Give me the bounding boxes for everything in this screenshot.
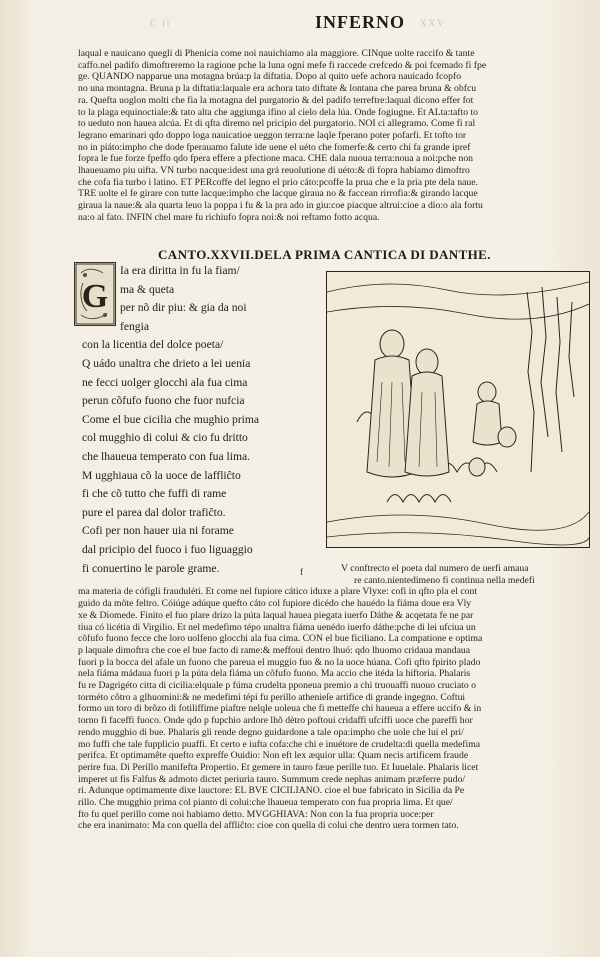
verse-line: Ia era diritta in fu la fiam/ [120,264,240,277]
commentary-line: giraua la naue:& ala quarta leuo la poppa i fu & la pra ado in giu:coe piacque altrui:cioe a dio:o ala fortu [78,200,483,212]
commentary-line: fuori p la bocca del afale un fuono che pareua el muggio fuo & no la uoce húana. Cofi qfto fpirito plado [78,656,481,668]
canto-verses [76,262,326,578]
commentary-line: legrano emarinari qdo doppo loga nauicatioe ueggon terra:ne laqle fperano poter pofarfi. Et tofto tor [78,129,467,141]
commentary-line: fto fu quel perillo come noi habiamo detto. MVGGHIAVA: Non con la fua propria uoce:per [78,808,434,820]
side-mark: f [300,567,303,577]
commentary-line: perifca. Et optimamête quefto expreffe Ouidio: Non eft lex æquior ulla: Quam necis artificem fraude [78,750,469,762]
page-header [0,8,600,38]
commentary-line: TRE uolte el fe girare con tutte lacque:impho che lacque giraua no & faccean rirrofia:& girando lacque [78,188,478,200]
woodcut-illustration [326,271,590,548]
commentary-line: to ueduto non hauea alcúa. Et di qfta diremo nel pricipio del purgatorio. NOI ci allegramo. Come fi ral [78,118,476,130]
commentary-line: ge. QUANDO napparue una motagna brúa:p la diftatia. Dopo al quito uefe achora nauicado fcopfo [78,71,462,83]
commentary-line: guido da mõte feltro. Cóiúge adúque quefto cáto col fupiore dicédo che hauédo la fiáma doue era Vly [78,598,472,610]
commentary-line: ma materia de cófigli frauduléti. Et come nel fupiore cático iduxe a plare Vlyxe: cofi in qfto pla el cont [78,586,478,598]
verse-line: con la licentia del dolce poeta/ [82,338,224,352]
commentary-line: formo un toro di brõzo di fotiliffime piaftre nelqle uoleua che fi metteffe chi haueua a effere uccifo & in [78,703,482,715]
commentary-line: che era inanimato: Ma con quella del affliĉto: cioe con quella di colui che dentro uera tormen tato. [78,820,459,832]
commentary-line: ra. Quefta uoglon molti che fia la motagna del purgatorio & del padifo terreftre:laqual dicono effer fot [78,94,474,106]
verse-line: Q uádo unaltra che drieto a lei uenia [82,356,251,370]
commentary-top [78,48,588,224]
commentary-line: no una montagna. Bruna p la diftatia:laquale era achora tato diftate & lontana che parea bruna & obfcu [78,83,477,95]
folio-left: C ii [150,18,172,28]
commentary-line: xe & Diomede. Finito el fuo plare drizo la púta laqual hauea piegata iuerfo Dáthe & acqetata fe ne par [78,609,474,621]
commentary-line: fu re Dagrigéto citta di cicilia:elquale p fúma crudelta pponeua premio a chi truouaffi nuouo cruciato o [78,680,476,692]
commentary-line: imperet ut fis Falfus & admoto dictet periuria tauro. Summum crede nephas animam præferre pudo/ [78,773,466,785]
commentary-line: lhaueuamo piu uifta. VN turbo nacque:idest una grá reuolutione di uéto:& di fopra habiamo dimoftro [78,165,470,177]
verse-line: pure el parea dal dolor trafiĉto. [82,505,226,519]
verse-line: col mugghio di colui & cio fu dritto [82,431,248,445]
commentary-line: ri. Adunque optimamente dixe lauctore: EL BVE CICILIANO. cioe el bue fabricato in Sicilia da Pe [78,785,465,797]
verse-line: M ugghiaua cõ la uoce de laffliĉto [82,468,241,482]
commentary-line: caffo.nel padifo dimoftreremo la ragione pche la luna ogni mefe fi raccede crefcedo & poi fcemado fi fpe [78,59,487,71]
verse-line: ma & queta [120,282,175,296]
verse-line: Cofi per non hauer uia ni forame [82,524,234,538]
commentary-line: torméto côtro a glhuomini:& ne medefimi tépi fu perillo athenieſe artifice di grande ingegno. Coftui [78,691,466,703]
verse-line: ne fecci uolger glocchi ala fua cima [82,375,248,389]
verse-line: per nõ dir piu: & gia da noi [120,301,247,315]
woodcut-scene [327,272,589,547]
commentary-line: rendo mugghio di bue. Phalaris gli rende degno guidardone a tale opa:impho che uole che lui el pri/ [78,726,464,738]
commentary-line: mo fuffi che tale fupplicio puaffi. Et certo e iufta cofa:che chi e inuétore de crudelta:di quella medefima [78,738,481,750]
commentary-line: che cofa fia turbo i latino. ET PERcoffe del legno el prio cáto:pcoffe la prua che e la pria pte dela naue. [78,176,478,188]
folio-right: XXV [420,18,446,28]
commentary-line: p laquale dimoftra che coe el bue facto di rame:& meffoui dentro lhuó: qdo lhuomo cridaua mandaua [78,644,471,656]
commentary-line: perire fua. Di Perillo manifefta Propertio. Et gemere in tauro fæue perille tuo. Et Iuuelale. Phalaris licet [78,761,479,773]
commentary-line: laqual e nauicano quegli di Phenicia come noi nauichiamo ala maggiore. CINque uolte raccifo & tante [78,48,475,59]
commentary-line: V conftrecto el poeta dal numero de uerfi amaua [341,563,529,574]
commentary-line: rillo. Che mugghio prima col pianto di colui:che lhaueua temperato con fua propria lima. Et que/ [78,797,453,809]
verse-line: fi che cõ tutto che fuffi di rame [82,487,227,501]
commentary-line: fopra le fue forze fpeffo qdo fpera effere a pfectione maca. CHE dala nuoua terra:noua a noi:pche non [78,153,474,165]
commentary-line: nela fiáma mádaua fuori p la púta dela fiáma un cõfufo fuono. Ma accio che itéda la hiftoria. Phalaris [78,668,471,680]
verse-line: che lhaueua temperato con fua lima. [82,449,251,463]
drop-cap-letter: G [81,278,109,315]
canto-title: CANTO.XXVII.DELA PRIMA CANTICA DI DANTHE. [158,247,491,262]
verse-line: dal pricipio del fuoco i fuo liguaggio [82,542,253,556]
commentary-line: torno fi faceffi fuoco. Onde qdo p fupchio ardore lhõ dètro poftoui cridaffi ufciffi uoce che pareffi hor [78,715,473,727]
commentary-line: tiua có licétia di Virgilio. Et nel medefimo tépo unaltra fiáma uenédo iuerfo dáthe:pche di lei ufciua un [78,621,476,633]
running-title: INFERNO [315,12,406,32]
commentary-line: cõfufo fuono fecce che loro uolfeno glocchi ala fua cima. CON el bue ficiliano. La compatione e optima [78,633,483,645]
commentary-line: na:o al fato. INFIN chel mare fu richiufo fopra noi:& noi reftamo fotto acqua. [78,211,380,223]
commentary-line: to la plaga equinoctiale:& tato alta che aggiunga ifino al cielo dela lúa. Onde fogiugne. Et ALta:tafto to [78,106,479,118]
verse-line: fengia [120,319,149,333]
verse-line: perun cõfufo fuono che fuor nufcia [82,394,245,408]
commentary-line: no in piáto:impho che dode fperauamo falute ide uene el uéto che fomerfe:& certo chi fa grande ipref [78,141,471,153]
commentary-line: re canto.nientedimeno fi continua nella medefi [354,574,535,586]
verse-line: fi conuertino le parole grame. [82,561,220,575]
commentary-bottom [78,563,588,832]
verse-line: Come el bue cicilia che mughio prima [82,412,260,426]
